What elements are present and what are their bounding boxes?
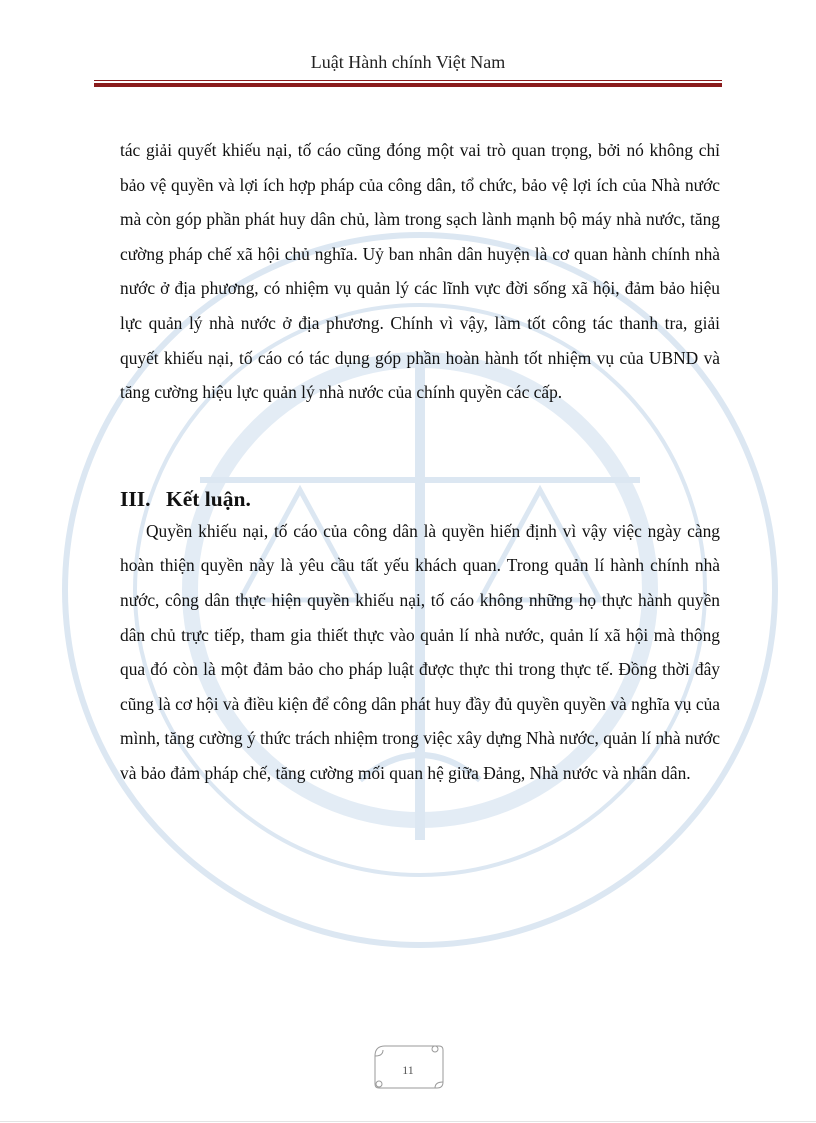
header-rule-thick [94, 83, 722, 87]
section-number: III. [120, 486, 151, 511]
section-heading [120, 484, 720, 514]
header-rule [94, 80, 722, 81]
page-number: 11 [402, 1063, 414, 1077]
page-bottom-edge [0, 1121, 816, 1122]
body-paragraph: tác giải quyết khiếu nại, tố cáo cũng đóng một vai trò quan trọng, bởi nó không chỉ bảo vệ quyền và lợi ích hợp pháp của công dân, tổ chức, bảo vệ lợi ích của Nhà nước mà còn góp phần phát huy dân chủ, làm trong sạch lành mạnh bộ máy nhà nước, tăng cường pháp chế xã hội chủ nghĩa. Uỷ ban nhân dân huyện là cơ quan hành chính nhà nước ở địa phương, có nhiệm vụ quản lý các lĩnh vực đời sống xã hội, đảm bảo hiệu lực quản lý nhà nước ở địa phương. Chính vì vậy, làm tốt công tác thanh tra, giải quyết khiếu nại, tố cáo có tác dụng góp phần hoàn hành tốt nhiệm vụ của UBND và tăng cường hiệu lực quản lý nhà nước của chính quyền các cấp. [120, 140, 720, 403]
body-paragraph: Quyền khiếu nại, tố cáo của công dân là quyền hiến định vì vậy việc ngày càng hoàn thiện quyền này là yêu cầu tất yếu khách quan. Trong quản lí hành chính nhà nước, công dân thực hiện quyền khiếu nại, tố cáo không những họ thực hành quyền dân chủ trực tiếp, tham gia thiết thực vào quản lí nhà nước, quản lí xã hội mà thông qua đó còn là một đảm bảo cho pháp luật được thực thi trong thực tế. Đồng thời đây cũng là cơ hội và điều kiện để công dân phát huy đầy đủ quyền quyền và nghĩa vụ của mình, tăng cường ý thức trách nhiệm trong việc xây dựng Nhà nước, quản lí nhà nước và bảo đảm pháp chế, tăng cường mối quan hệ giữa Đảng, Nhà nước và nhân dân. [120, 520, 720, 783]
page-number-frame [371, 1042, 445, 1092]
section-title: Kết luận. [166, 486, 251, 511]
header-title: Luật Hành chính Việt Nam [310, 52, 506, 72]
page-content [120, 133, 720, 791]
